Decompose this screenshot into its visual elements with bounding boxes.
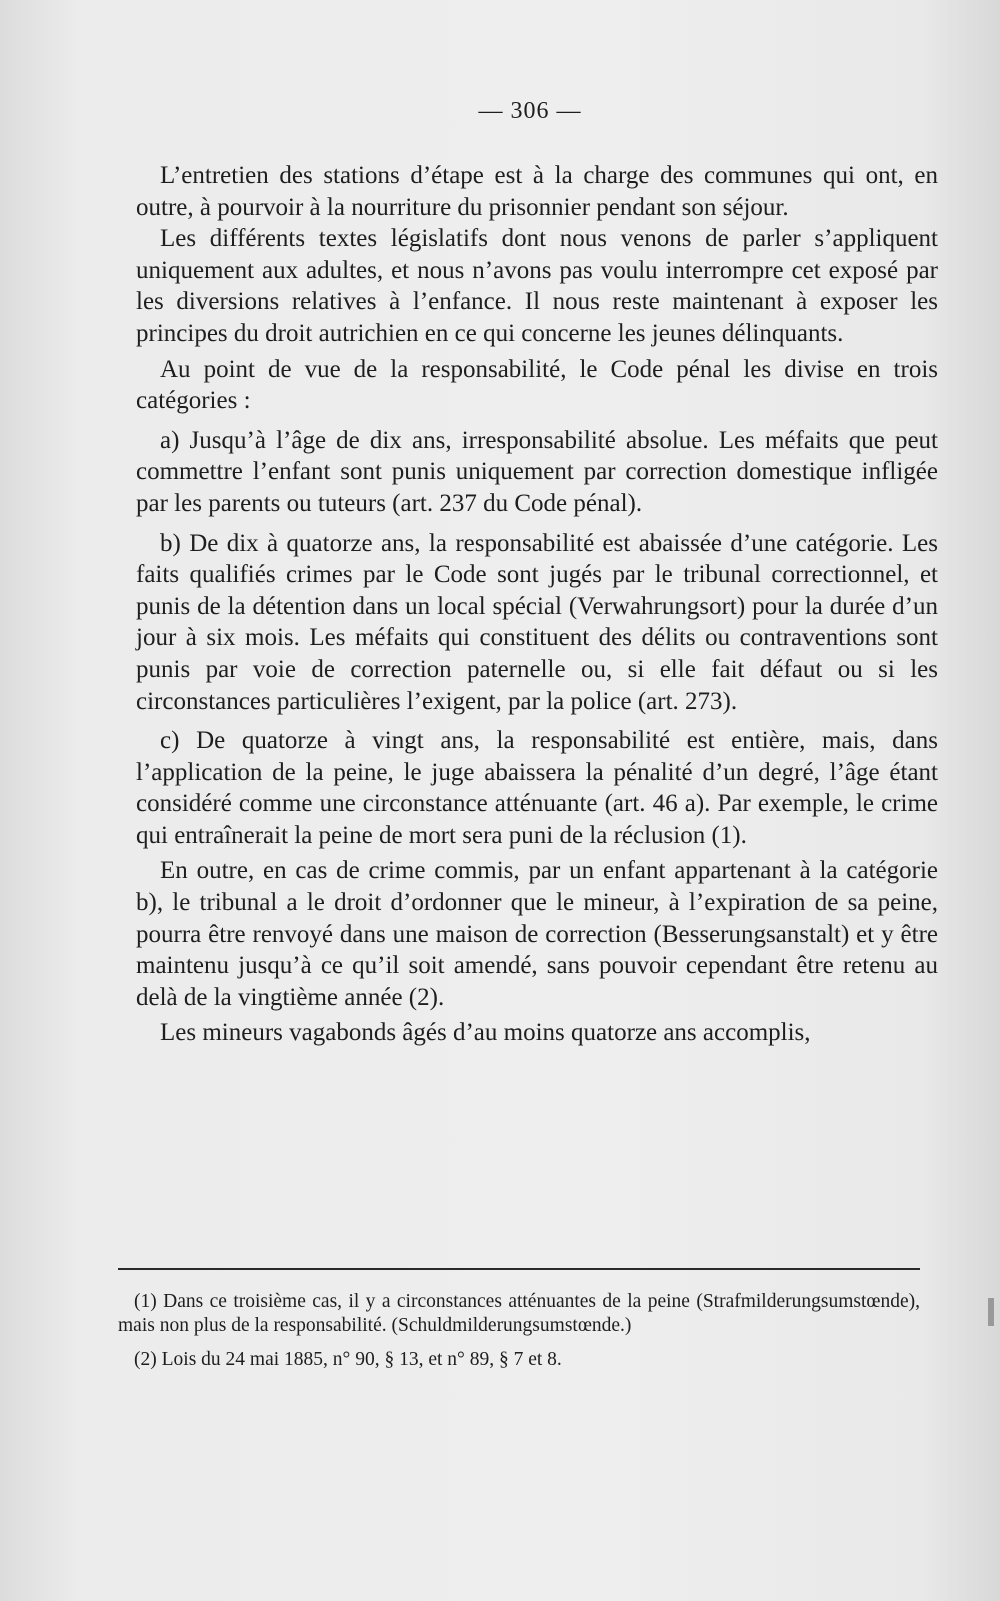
paragraph-1: L’entretien des stations d’étape est à la charge des communes qui ont, en outre, à pourvoir à la nourriture du prisonnier pendant son séjour. (136, 162, 938, 221)
paragraph-7: En outre, en cas de crime commis, par un enfant appartenant à la catégorie b), le tribunal a le droit d’ordonner que le mineur, à l’expiration de sa peine, pourra être renvoyé dans une maison de correction (Besserungsanstalt) et y être maintenu jusqu’à ce qu’il soit amendé, sans pouvoir cependant être retenu au delà de la vingtième année (2). (136, 857, 938, 1011)
footnote-2: (2) Lois du 24 mai 1885, n° 90, § 13, et n° 89, § 7 et 8. (134, 1349, 562, 1370)
paragraph-2: Les différents textes législatifs dont nous venons de parler s’appliquent uniquement aux adultes, et nous n’avons pas voulu interrompre cet exposé par les diversions relatives à l’enfance. Il nous reste maintenant à exposer les principes du droit autrichien en ce qui concerne les jeunes délinquants. (136, 225, 938, 347)
body-text (136, 160, 938, 1049)
paragraph-c: c) De quatorze à vingt ans, la responsabilité est entière, mais, dans l’application de la peine, le juge abaissera la pénalité d’un degré, l’âge étant considéré comme une circonstance atténuante (art. 46 a). Par exemple, le crime qui entraînerait la peine de mort sera puni de la réclusion (1). (136, 727, 938, 849)
paragraph-8: Les mineurs vagabonds âgés d’au moins quatorze ans accomplis, (160, 1019, 811, 1047)
paragraph-b: b) De dix à quatorze ans, la responsabilité est abaissée d’une catégorie. Les faits qualifiés crimes par le Code sont jugés par le tribunal correctionnel, et punis de la détention dans un local spécial (Verwahrungsort) pour la durée d’un jour à six mois. Les méfaits qui constituent des délits ou contraventions sont punis par voie de correction paternelle ou, si elle fait défaut ou si les circonstances particulières l’exigent, par la police (art. 273). (136, 529, 938, 715)
footnotes (118, 1290, 920, 1372)
footnote-1: (1) Dans ce troisième cas, il y a circonstances atténuantes de la peine (Strafmilderungsumstœnde), mais non plus de la responsabilité. (Schuldmilderungsumstœnde.) (118, 1291, 920, 1336)
paragraph-3: Au point de vue de la responsabilité, le Code pénal les divise en trois catégories : (136, 355, 938, 415)
margin-mark (988, 1298, 994, 1326)
footnote-divider (118, 1268, 920, 1270)
page-number: — 306 — (478, 98, 582, 124)
paragraph-a: a) Jusqu’à l’âge de dix ans, irresponsabilité absolue. Les méfaits que peut commettre l’enfant sont punis uniquement par correction domestique infligée par les parents ou tuteurs (art. 237 du Code pénal). (136, 426, 938, 517)
